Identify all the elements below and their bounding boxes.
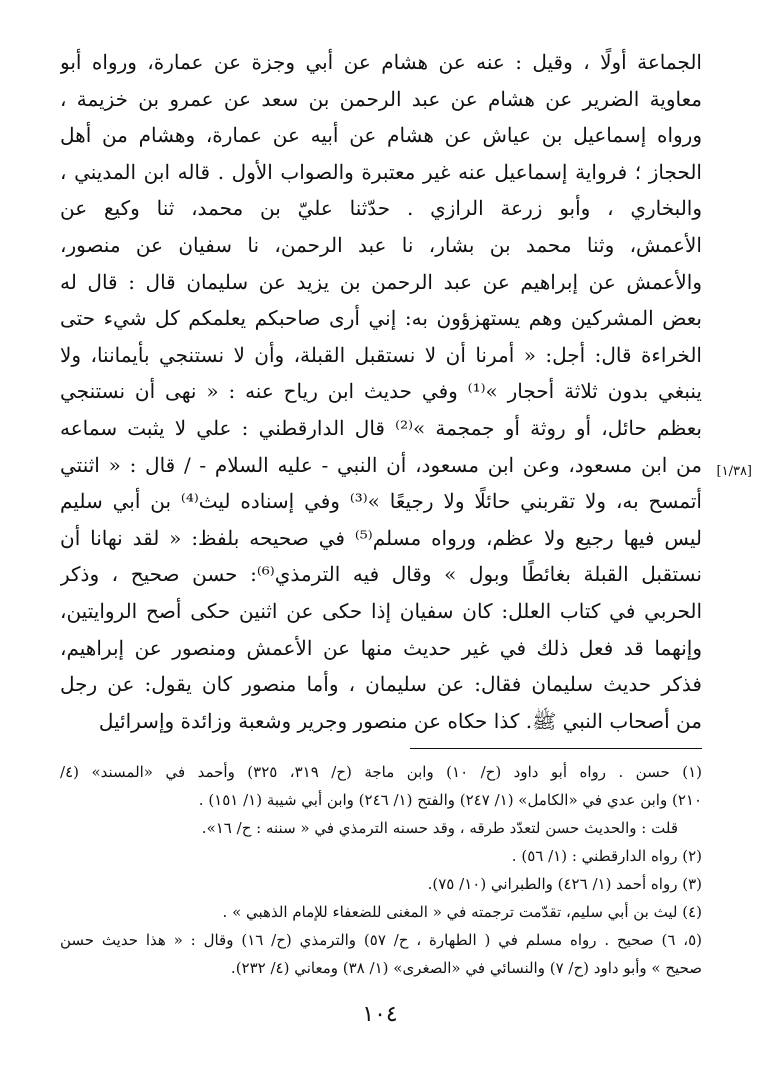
text-line: فذكر حديث سليمان فقال: عن سليمان ، وأما منصور كان يقول: عن رجل (60, 672, 702, 697)
text-line: الخراءة قال: أجل: « أمرنا أن لا نستقبل القبلة، وأن لا نستنجي بأيماننا، ولا (60, 342, 702, 367)
footnotes (60, 758, 702, 982)
footnote-line: (٣) رواه أحمد (١/ ٤٢٦) والطبراني (١٠/ ٧٥). (427, 875, 702, 893)
text-line: معاوية الضرير عن هشام عن عبد الرحمن بن سعد عن عمرو بن خزيمة ، (60, 86, 702, 111)
text-line: والأعمش عن إبراهيم عن عبد الرحمن بن يزيد عن سليمان قال : قال له (60, 269, 702, 294)
footnote-line: (٤) ليث بن أبي سليم، تقدّمت ترجمته في « المغنى للضعفاء للإمام الذهبي » . (222, 903, 702, 921)
footnote-line: قلت : والحديث حسن لتعدّد طرقه ، وقد حسنه الترمذي في « سننه : ح/ ١٦». (201, 819, 678, 837)
footnote-line: (١) حسن . رواه أبو داود (ح/ ١٠) وابن ماجة (ح/ ٣١٩، ٣٢٥) وأحمد في «المسند» (٤/ (60, 763, 702, 781)
text-line: الحجاز ؛ فرواية إسماعيل عنه غير معتبرة والصواب الأول . قاله ابن المديني ، (60, 159, 702, 184)
text-line: والبخاري ، وأبو زرعة الرازي . حدّثنا عليّ بن محمد، ثنا وكيع عن (60, 196, 702, 221)
text-line: من ابن مسعود، وعن ابن مسعود، أن النبي - عليه السلام - / قال : « اثنتي (60, 452, 702, 477)
footnote-line: (٥، ٦) صحيح . رواه مسلم في ( الطهارة ، ح/ ٥٧) والترمذي (ح/ ١٦) وقال : « هذا حديث حسن (60, 931, 702, 949)
footnote-line: (٢) رواه الدارقطني : (١/ ٥٦) . (511, 847, 702, 865)
text-line: وإنهما قد فعل ذلك في غير حديث منها عن الأعمش ومنصور عن إبراهيم، (60, 635, 702, 660)
text-line: ورواه إسماعيل بن عياش عن هشام عن أبيه عن عمارة، وهشام من أهل (60, 123, 702, 148)
text-line: أتمسح به، ولا تقربني حائلًا ولا رجيعًا »⁽³⁾ وفي إسناده ليث⁽⁴⁾ بن أبي سليم (60, 489, 702, 514)
main-text (60, 44, 702, 739)
manuscript-folio-ref: [١/٣٨] (716, 464, 752, 479)
text-line: الأعمش، وثنا محمد بن بشار، نا عبد الرحمن، نا سفيان عن منصور، (60, 232, 702, 257)
text-line: بعض المشركين وهم يستهزؤون به: إني أرى صاحبكم يعلمكم كل شيء حتى (60, 306, 702, 331)
text-line: نستقبل القبلة بغائطًا وبول » وقال فيه الترمذي⁽⁶⁾: حسن صحيح ، وذكر (60, 562, 702, 587)
footnote-line: صحيح » وأبو داود (ح/ ٧) والنسائي في «الصغرى» (١/ ٣٨) ومعاني (٤/ ٢٣٢). (230, 959, 702, 977)
text-line: الحربي في كتاب العلل: كان سفيان إذا حكى عن اثنين حكى أصح الروايتين، (60, 598, 702, 623)
footnote-separator (410, 748, 702, 749)
text-line: ينبغي بدون ثلاثة أحجار »⁽¹⁾ وفي حديث ابن رياح عنه : « نهى أن نستنجي (60, 379, 702, 404)
text-line: الجماعة أولًا ، وقيل : عنه عن هشام عن أبي وجزة عن عمارة، ورواه أبو (60, 50, 702, 74)
text-line: من أصحاب النبي ﷺ. كذا حكاه عن منصور وجرير وشعبة وزائدة وإسرائيل (98, 708, 702, 733)
text-line: بعظم حائل، أو روثة أو جمجمة »⁽²⁾ قال الدارقطني : علي لا يثبت سماعه (60, 415, 702, 440)
page-number: ١٠٤ (362, 1002, 398, 1027)
text-line: ليس فيها رجيع ولا عظم، ورواه مسلم⁽⁵⁾ في صحيحه بلفظ: « لقد نهانا أن (60, 525, 702, 550)
footnote-line: ٢١٠) وابن عدي في «الكامل» (١/ ٢٤٧) والفتح (١/ ٢٤٦) وابن أبي شيبة (١/ ١٥١) . (198, 791, 702, 809)
